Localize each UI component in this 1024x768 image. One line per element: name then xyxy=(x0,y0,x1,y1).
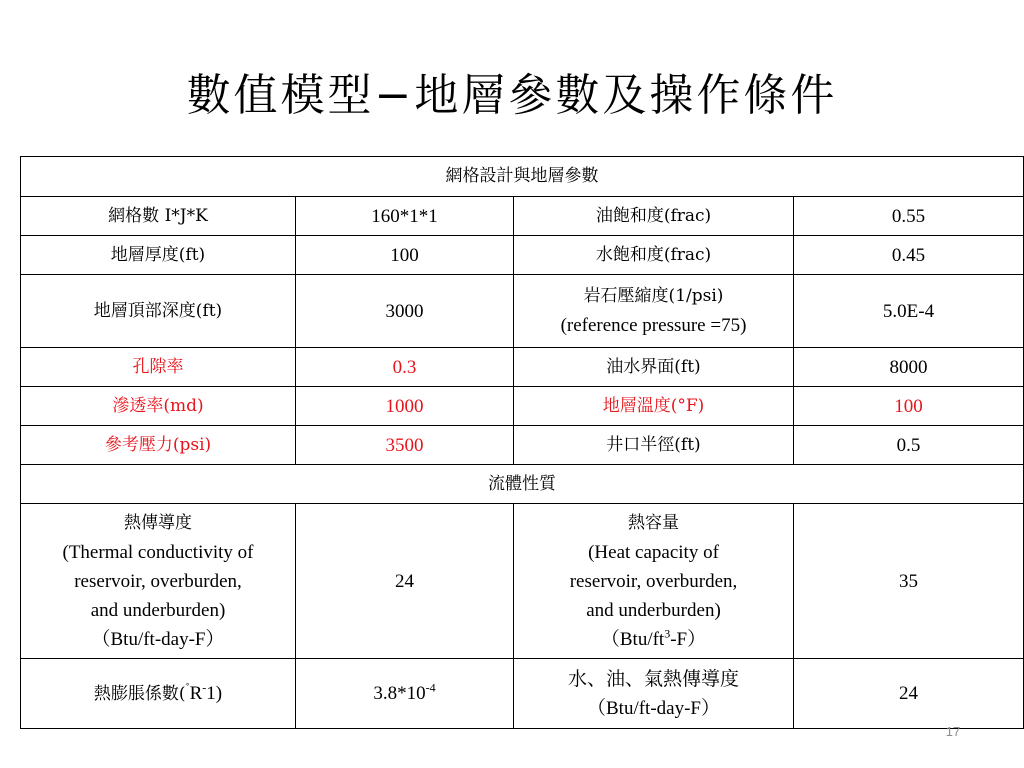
thermal-conductivity-unit: （Btu/ft-day-F） xyxy=(91,628,225,650)
param-value: 8000 xyxy=(794,348,1024,387)
heat-capacity-en2: reservoir, overburden, xyxy=(569,570,738,592)
param-label: 網格數 I*J*K xyxy=(21,197,296,236)
param-label-highlight: 地層溫度(°F) xyxy=(514,387,794,426)
param-label: 地層厚度(ft) xyxy=(21,236,296,275)
degree-mark: ˚ xyxy=(185,680,190,695)
slide-title: 數值模型−地層參數及操作條件 xyxy=(186,70,838,121)
section-header-row xyxy=(21,157,1024,197)
parameter-table xyxy=(20,156,1024,729)
label-part: 1) xyxy=(206,682,223,704)
param-value: 0.5 xyxy=(794,426,1024,465)
reference-pressure-note: (reference pressure =75) xyxy=(560,315,747,336)
fluid-conductivity-zh: 水、油、氣熱傳導度 xyxy=(567,667,739,690)
param-value: 100 xyxy=(296,236,514,275)
table-row xyxy=(21,197,1024,236)
param-value-highlight: 0.3 xyxy=(296,348,514,387)
table-row xyxy=(21,387,1024,426)
label-superscript: - xyxy=(202,680,207,695)
table-row xyxy=(21,504,1024,659)
param-label: 油飽和度(frac) xyxy=(514,197,794,236)
unit-part: （Btu/ft xyxy=(600,628,665,650)
thermal-conductivity-label xyxy=(21,504,296,659)
value-superscript: -4 xyxy=(425,680,436,695)
section-header-row xyxy=(21,465,1024,504)
fluid-conductivity-label xyxy=(514,659,794,729)
value-part: 3.8*10 xyxy=(373,683,426,704)
heat-capacity-en3: and underburden) xyxy=(586,599,721,621)
thermal-conductivity-zh: 熱傳導度 xyxy=(124,512,192,533)
unit-superscript: 3 xyxy=(664,626,671,641)
thermal-conductivity-en3: and underburden) xyxy=(90,599,226,621)
param-value-highlight: 3500 xyxy=(296,426,514,465)
param-label: 水飽和度(frac) xyxy=(514,236,794,275)
table-row xyxy=(21,426,1024,465)
thermal-expansion-label xyxy=(21,659,296,729)
thermal-conductivity-en1: (Thermal conductivity of xyxy=(62,541,254,563)
param-label-highlight: 滲透率(md) xyxy=(21,387,296,426)
heat-capacity-label xyxy=(514,504,794,659)
table-row xyxy=(21,236,1024,275)
section-reservoir-header: 網格設計與地層參數 xyxy=(21,157,1024,197)
label-part: R xyxy=(189,682,203,704)
fluid-conductivity-unit: （Btu/ft-day-F） xyxy=(587,697,720,719)
param-value: 3000 xyxy=(296,275,514,348)
param-value: 0.45 xyxy=(794,236,1024,275)
heat-capacity-zh: 熱容量 xyxy=(628,512,679,533)
heat-capacity-unit xyxy=(518,625,789,654)
thermal-conductivity-en2: reservoir, overburden, xyxy=(74,570,242,592)
param-label-highlight: 參考壓力(psi) xyxy=(21,426,296,465)
param-value-highlight: 1000 xyxy=(296,387,514,426)
param-label-highlight: 孔隙率 xyxy=(21,348,296,387)
table-row xyxy=(21,348,1024,387)
param-value-highlight: 100 xyxy=(794,387,1024,426)
table-row xyxy=(21,659,1024,729)
unit-part: -F） xyxy=(670,628,707,650)
param-value: 35 xyxy=(794,504,1024,659)
param-label: 地層頂部深度(ft) xyxy=(21,275,296,348)
param-value: 160*1*1 xyxy=(296,197,514,236)
heat-capacity-en1: (Heat capacity of xyxy=(588,541,719,563)
param-label: 油水界面(ft) xyxy=(514,348,794,387)
label-part: 熱膨脹係數( xyxy=(93,683,186,704)
section-fluid-header: 流體性質 xyxy=(21,465,1024,504)
param-value: 0.55 xyxy=(794,197,1024,236)
param-value: 5.0E-4 xyxy=(794,275,1024,348)
rock-compressibility-label: 岩石壓縮度(1/psi) xyxy=(583,286,724,306)
param-label: 井口半徑(ft) xyxy=(514,426,794,465)
param-value xyxy=(296,659,514,729)
param-value: 24 xyxy=(794,659,1024,729)
page-number: 17 xyxy=(945,724,961,739)
param-value: 24 xyxy=(296,504,514,659)
table-row xyxy=(21,275,1024,348)
param-label-multiline xyxy=(514,275,794,348)
